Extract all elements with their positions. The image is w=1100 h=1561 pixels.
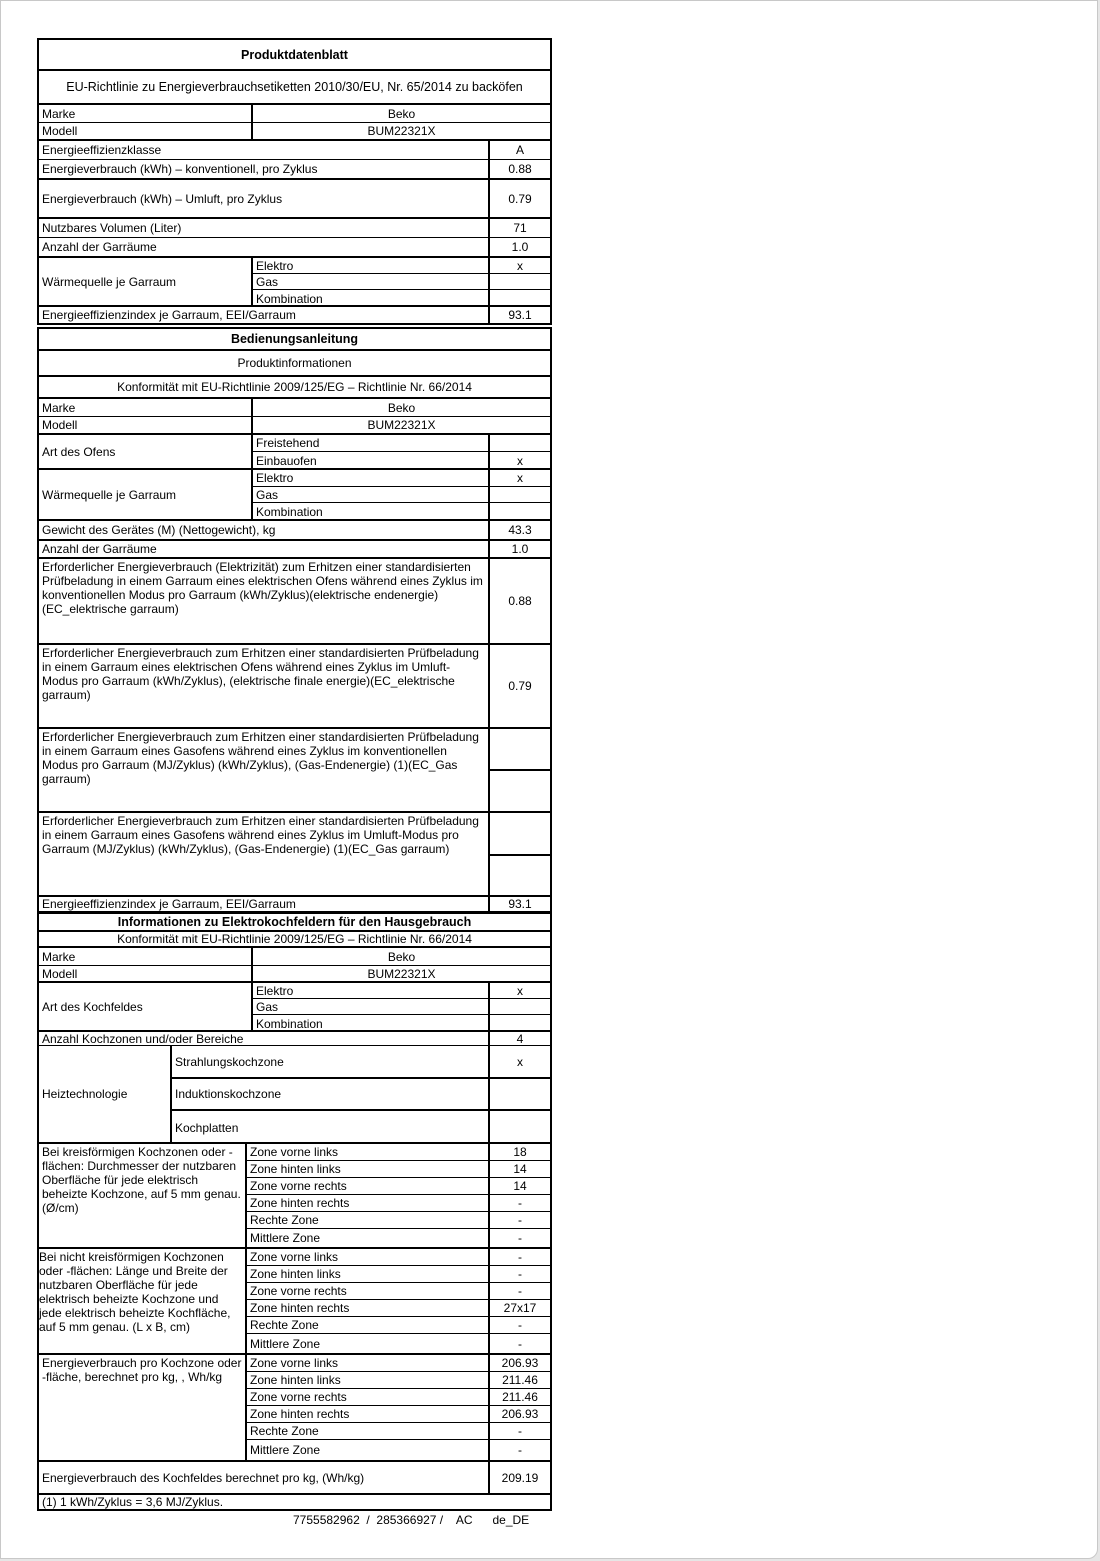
hob-type-option: Gas: [256, 999, 279, 1014]
datasheet-table: [37, 38, 552, 325]
brand-label: Marke: [42, 106, 76, 121]
eei-value: 93.1: [488, 307, 550, 323]
model-value: BUM22321X: [251, 417, 550, 433]
zone-label: Zone hinten rechts: [250, 1196, 350, 1210]
zones-count-value: 4: [488, 1032, 550, 1045]
heat-source-mark: x: [488, 470, 550, 486]
zone-label: Zone vorne rechts: [250, 1390, 347, 1404]
ec-electric-fan-value: 0.79: [488, 645, 550, 727]
cavities-label: Anzahl der Garräume: [42, 240, 157, 254]
energy-zones-list: [245, 1355, 550, 1460]
zone-label: Zone hinten rechts: [250, 1301, 350, 1315]
model-value: BUM22321X: [251, 966, 550, 981]
heat-tech-option: Strahlungskochzone: [175, 1054, 284, 1069]
datasheet-title: Produktdatenblatt: [241, 47, 348, 62]
brand-label: Marke: [42, 400, 76, 415]
zone-value: -: [488, 1283, 550, 1299]
cavities-label: Anzahl der Garräume: [42, 542, 157, 556]
heat-source-mark: [488, 274, 550, 289]
oven-type-label: Art des Ofens: [42, 444, 116, 459]
energy-total-value: 209.19: [488, 1462, 550, 1493]
volume-label: Nutzbares Volumen (Liter): [42, 221, 182, 235]
model-value: BUM22321X: [251, 123, 550, 139]
ec-gas-fan-value-cell: [488, 813, 550, 895]
energy-zone-label: Energieverbrauch pro Kochzone oder -fläche, berechnet pro kg, , Wh/kg: [42, 1356, 242, 1384]
zone-value: -: [488, 1212, 550, 1228]
brand-label: Marke: [42, 949, 76, 964]
zone-value: 27x17: [488, 1300, 550, 1316]
heat-source-option: Gas: [256, 487, 279, 502]
zone-value: 211.46: [488, 1372, 550, 1388]
zone-label: Zone vorne rechts: [250, 1179, 347, 1193]
zone-value: 14: [488, 1161, 550, 1177]
zones-count-label: Anzahl Kochzonen und/oder Bereiche: [42, 1031, 244, 1046]
zone-label: Zone vorne links: [250, 1145, 339, 1159]
hob-type-option: Elektro: [256, 983, 294, 998]
heat-source-label: Wärmequelle je Garraum: [42, 487, 177, 502]
eei-value: 93.1: [488, 897, 550, 911]
energy-fan-value: 0.79: [488, 180, 550, 217]
eff-class-label: Energieeffizienzklasse: [42, 143, 162, 157]
zone-value: 206.93: [488, 1355, 550, 1371]
energy-conv-value: 0.88: [488, 160, 550, 178]
zone-label: Zone hinten links: [250, 1267, 341, 1281]
zone-label: Zone hinten links: [250, 1162, 341, 1176]
hob-type-mark: [488, 999, 550, 1014]
zone-value: -: [488, 1229, 550, 1247]
footnote: (1) 1 kWh/Zyklus = 3,6 MJ/Zyklus.: [42, 1495, 224, 1509]
zone-value: -: [488, 1317, 550, 1333]
energy-conv-label: Energieverbrauch (kWh) – konventionell, pro Zyklus: [42, 162, 318, 176]
eei-label: Energieeffizienzindex je Garraum, EEI/Garraum: [42, 897, 296, 911]
hob-type-option: Kombination: [256, 1016, 323, 1031]
zone-value: 211.46: [488, 1389, 550, 1405]
heat-tech-option: Induktionskochzone: [175, 1087, 282, 1101]
eei-label: Energieeffizienzindex je Garraum, EEI/Garraum: [42, 308, 296, 322]
heat-tech-mark: [488, 1079, 550, 1109]
heat-tech-option: Kochplatten: [175, 1120, 239, 1135]
ec-gas-conventional-label: Erforderlicher Energieverbrauch zum Erhitzen einer standardisierten Prüfbeladung in einem Garraum eines Gasofens während eines Zyklus im konventionellen Modus pro Garraum (MJ/Zyklus) (kWh/Zyklus), (Gas-Endenergie) (1)(EC_Gas garraum): [42, 730, 479, 786]
heat-source-option: Gas: [256, 274, 279, 289]
ec-gas-conventional-value-cell: [488, 729, 550, 811]
hob-conformity: Konformität mit EU-Richtlinie 2009/125/EG – Richtlinie Nr. 66/2014: [117, 932, 472, 946]
zone-label: Zone vorne rechts: [250, 1284, 347, 1298]
zone-label: Mittlere Zone: [250, 1336, 321, 1351]
document-footer: 7755582962 / 285366927 / AC de_DE: [293, 1513, 530, 1527]
heat-source-option: Elektro: [256, 471, 294, 485]
oven-type-option: Einbauofen: [256, 454, 317, 468]
hob-type-mark: x: [488, 983, 550, 998]
heat-tech-mark: x: [488, 1046, 550, 1077]
nonround-zones-list: [245, 1249, 550, 1353]
ec-electric-conventional-value: 0.88: [488, 559, 550, 643]
heat-tech-mark: [488, 1111, 550, 1144]
hob-table: [37, 912, 552, 1511]
weight-value: 43.3: [488, 521, 550, 539]
zone-value: 18: [488, 1144, 550, 1160]
hob-title: Informationen zu Elektrokochfeldern für den Hausgebrauch: [117, 915, 472, 929]
ec-gas-fan-label: Erforderlicher Energieverbrauch zum Erhitzen einer standardisierten Prüfbeladung in einem Garraum eines Gasofens während eines Zyklus im Umluft-Modus pro Garraum (MJ/Zyklus) (kWh/Zyklus), (Gas-Endenergie) (1)(EC_Gas garraum): [42, 814, 479, 856]
brand-value: Beko: [251, 105, 550, 122]
weight-label: Gewicht des Gerätes (M) (Nettogewicht), kg: [42, 523, 276, 537]
heat-source-mark: [488, 487, 550, 502]
oven-type-mark: x: [488, 452, 550, 470]
cavities-value: 1.0: [488, 238, 550, 256]
zone-value: -: [488, 1266, 550, 1282]
ec-electric-fan-label: Erforderlicher Energieverbrauch zum Erhitzen einer standardisierten Prüfbeladung in einem Garraum eines elektrischen Ofens während eines Zyklus im Umluft-Modus pro Garraum (kWh/Zyklus), (elektrische finale energie)(EC_elektrische garraum): [42, 646, 479, 702]
manual-conformity: Konformität mit EU-Richtlinie 2009/125/EG – Richtlinie Nr. 66/2014: [117, 380, 472, 394]
model-label: Modell: [42, 966, 78, 981]
manual-subtitle: Produktinformationen: [237, 356, 352, 370]
round-zones-label: Bei kreisförmigen Kochzonen oder -flächen: Durchmesser der nutzbaren Oberfläche für jede elektrisch beheizte Kochzone, auf 5 mm genau. (Ø/cm): [42, 1145, 241, 1215]
zone-value: 206.93: [488, 1406, 550, 1422]
energy-total-label: Energieverbrauch des Kochfeldes berechnet pro kg, (Wh/kg): [42, 1470, 365, 1485]
cell-split-line: [488, 769, 550, 771]
datasheet-directive: EU-Richtlinie zu Energieverbrauchsetiketten 2010/30/EU, Nr. 65/2014 zu backöfen: [66, 80, 523, 94]
volume-value: 71: [488, 219, 550, 237]
heat-source-mark: x: [488, 258, 550, 273]
zone-value: -: [488, 1423, 550, 1439]
heat-tech-label: Heiztechnologie: [42, 1087, 128, 1101]
hob-type-label: Art des Kochfeldes: [42, 999, 143, 1014]
zone-label: Rechte Zone: [250, 1318, 319, 1332]
zone-label: Mittlere Zone: [250, 1231, 321, 1245]
zone-value: -: [488, 1440, 550, 1460]
zone-label: Zone hinten links: [250, 1373, 341, 1387]
ec-electric-conventional-label: Erforderlicher Energieverbrauch (Elektrizität) zum Erhitzen einer standardisierten Prüfbeladung in einem Garraum eines elektrischen Ofens während eines Zyklus im konventionellen Modus pro Garraum (kWh/Zyklus)(elektrische endenergie)(EC_elektrische garraum): [42, 560, 483, 616]
cavities-value: 1.0: [488, 541, 550, 557]
round-zones-list: [245, 1144, 550, 1247]
heat-source-option: Elektro: [256, 258, 294, 273]
model-label: Modell: [42, 418, 78, 432]
heat-source-mark: [488, 290, 550, 307]
heat-source-mark: [488, 503, 550, 521]
oven-type-mark: [488, 435, 550, 451]
manual-title: Bedienungsanleitung: [230, 332, 359, 346]
zone-value: 14: [488, 1178, 550, 1194]
zone-label: Zone hinten rechts: [250, 1407, 350, 1421]
zone-value: -: [488, 1195, 550, 1211]
heat-source-label: Wärmequelle je Garraum: [42, 274, 177, 289]
heat-source-option: Kombination: [256, 505, 323, 519]
zone-label: Rechte Zone: [250, 1424, 319, 1438]
heat-source-option: Kombination: [256, 291, 323, 306]
zone-label: Mittlere Zone: [250, 1443, 321, 1457]
brand-value: Beko: [251, 399, 550, 416]
zone-label: Zone vorne links: [250, 1250, 339, 1264]
hob-type-mark: [488, 1015, 550, 1032]
zone-value: -: [488, 1334, 550, 1353]
model-label: Modell: [42, 124, 78, 138]
nonround-zones-label: Bei nicht kreisförmigen Kochzonen oder -flächen: Länge und Breite der nutzbaren Oberfläche für jede elektrisch beheizte Kochzone und jede elektrisch beheizte Kochfläche, auf 5 mm genau. (L x B, cm): [39, 1250, 231, 1334]
oven-type-option: Freistehend: [256, 436, 320, 450]
energy-fan-label: Energieverbrauch (kWh) – Umluft, pro Zyklus: [42, 191, 283, 206]
cell-split-line: [488, 854, 550, 856]
zone-label: Rechte Zone: [250, 1213, 319, 1227]
zone-label: Zone vorne links: [250, 1356, 339, 1370]
manual-table: [37, 327, 552, 913]
eff-class-value: A: [488, 141, 550, 159]
brand-value: Beko: [251, 948, 550, 965]
zone-value: -: [488, 1249, 550, 1265]
